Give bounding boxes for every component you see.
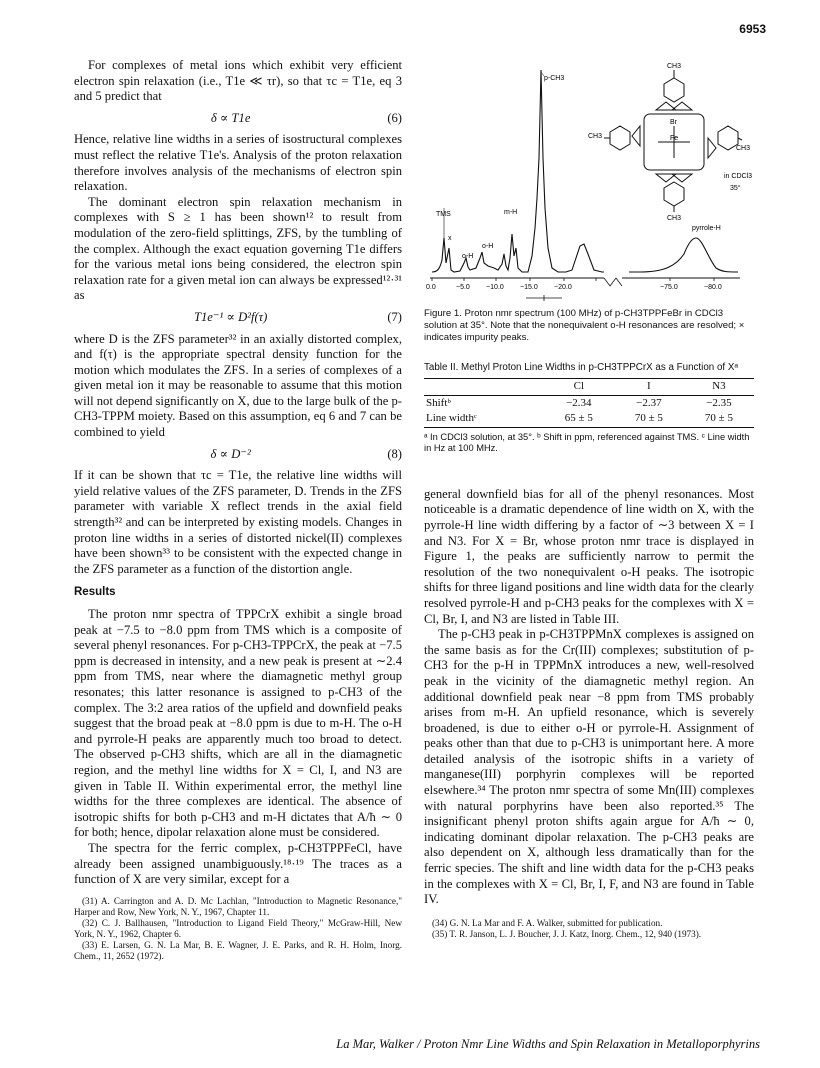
br-label: Br	[670, 119, 677, 126]
equation-number: (7)	[387, 309, 402, 324]
axis-tick: −15.0	[520, 284, 538, 291]
paragraph: If it can be shown that τc = T1e, the relative line widths will yield relative values of the ZFS parameter, D. Trends in the ZFS parameter with variable X reflect trends in the axial field strength³² and can be interpreted by existing models. Changes in proton line widths in a series of distorted nickel(II) complexes have been shown³³ to be consistent with the expected change in the ZFS parameter as a function of the distortion angle.	[74, 468, 402, 576]
paragraph: The spectra for the ferric complex, p-CH3TPPFeCl, have already been assigned unambiguously.¹⁸·¹⁹ The traces as a function of X are very similar, except for a	[74, 840, 402, 887]
table-header: Cl	[573, 380, 585, 392]
table-cell: −2.34	[566, 396, 592, 409]
table-header: I	[647, 380, 651, 392]
nmr-spectrum-figure	[424, 58, 754, 308]
peak-label-oh: o-H	[462, 253, 474, 260]
table-cell: 70 ± 5	[704, 412, 733, 425]
reference: (33) E. Larsen, G. N. La Mar, B. E. Wagner, J. E. Parks, and R. H. Holm, Inorg. Chem., 11, 2652 (1972).	[74, 939, 402, 961]
table-cell: Shiftᵇ	[426, 396, 451, 409]
fe-label: Fe	[670, 135, 679, 142]
paragraph: Hence, relative line widths in a series of isostructural complexes must reflect the relative T1e's. Analysis of the proton relaxation therefore involves analysis of the mechanisms of electron spin relaxation.	[74, 132, 402, 194]
reference: (35) T. R. Janson, L. J. Boucher, J. J. Katz, Inorg. Chem., 12, 940 (1973).	[432, 928, 702, 939]
table-header	[424, 379, 544, 396]
table-cell: Line widthᶜ	[426, 412, 477, 425]
spectrum-trace	[432, 70, 604, 272]
paragraph: The p-CH3 peak in p-CH3TPPMnX complexes is assigned on the same basis as for the Cr(III) complexes; substitution of p-CH3 for the p-H in TPPMnX introduces a new, well-resolved peak in the vicinity of the diamagnetic methyl region. An additional downfield peak near −8 ppm from TMS probably arises from m-H. An upfield resonance, which is severely broadened, is due to either o-H or pyrrole-H. Assignment of peaks other than that due to p-CH3 is unimportant here. A more detailed analysis of the isotropic shifts in a variety of manganese(III) porphyrin complexes will be reported elsewhere.³⁴ The proton nmr spectra of some Mn(III) complexes with natural porphyrins have been also reported.³⁵ The insignificant phenyl proton shifts again argue for A/ħ ∼ 0, indicating dominant dipolar relaxation. The p-CH3 peaks are also dependent on X, although less dramatically than for the ferric species. The shift and line width data for the p-CH3 peaks in the complexes with X = Cl, Br, I, F, and N3 are found in Table IV.	[424, 627, 754, 907]
table-cell: 70 ± 5	[634, 412, 663, 425]
peak-label-mh: m-H	[504, 209, 518, 216]
equation-7	[74, 310, 402, 326]
table-header: N3	[712, 380, 726, 392]
equation-text: T1e⁻¹ ∝ D²f(τ)	[193, 309, 268, 324]
running-footer: La Mar, Walker / Proton Nmr Line Widths and Spin Relaxation in Metalloporphyrins	[336, 1037, 760, 1051]
reference: (31) A. Carrington and A. D. Mc Lachlan, "Introduction to Magnetic Resonance," Harper and Row, New York, N. Y., 1967, Chapter 11.	[74, 895, 402, 917]
table-header-row	[424, 379, 754, 396]
figure-caption: Figure 1. Proton nmr spectrum (100 MHz) of p-CH3TPPFeBr in CDCl3 solution at 35°. Note that the nonequivalent o-H resonances are resolved; × indicates impurity peaks.	[424, 308, 745, 343]
ch3-label: CH3	[736, 145, 751, 152]
reference: (34) G. N. La Mar and F. A. Walker, submitted for publication.	[432, 917, 663, 928]
temperature-label: 35°	[730, 185, 741, 192]
equation-6	[74, 111, 402, 127]
ch3-label: CH3	[667, 215, 682, 222]
table-cell: 65 ± 5	[564, 412, 593, 425]
reference: (32) C. J. Ballhausen, "Introduction to Ligand Field Theory," McGraw-Hill, New York, N. Y., 1962, Chapter 6.	[74, 917, 402, 939]
peak-label-tms: TMS	[436, 211, 451, 218]
paragraph: For complexes of metal ions which exhibit very efficient electron spin relaxation (i.e., T1e ≪ τr), so that τc = T1e, eq 3 and 5 predict that	[74, 58, 402, 104]
figure-1	[424, 58, 754, 308]
axis-tick: −80.0	[704, 284, 722, 291]
references	[74, 896, 402, 962]
equation-text: δ ∝ D⁻²	[210, 446, 251, 461]
table-row	[424, 411, 754, 427]
equation-number: (8)	[387, 446, 402, 461]
section-heading: Results	[74, 586, 116, 599]
page-number: 6953	[739, 22, 766, 36]
equation-number: (6)	[387, 110, 402, 125]
equation-text: δ ∝ T1e	[210, 110, 251, 125]
references	[424, 918, 754, 940]
right-column	[424, 58, 754, 940]
equation-8	[74, 447, 402, 463]
table-footnote: ᵃ In CDCl3 solution, at 35°. ᵇ Shift in ppm, referenced against TMS. ᶜ Line width in Hz at 100 MHz.	[424, 431, 750, 454]
table-row	[424, 395, 754, 411]
solvent-label: in CDCl3	[724, 173, 753, 180]
spectrum-trace-downfield	[629, 238, 738, 272]
left-column	[74, 58, 402, 962]
peak-label-oh: o-H	[482, 243, 494, 250]
paragraph: The proton nmr spectra of TPPCrX exhibit a single broad peak at −7.5 to −8.0 ppm from TMS which is a composite of several phenyl resonances. For p-CH3-TPPCrX, the peak at −7.5 ppm is decreased in intensity, and a new peak is present at ∼2.4 ppm from TMS, near where the diamagnetic methyl group resonates; this latter resonance is assigned to p-CH3 of the complex. The 3:2 area ratios of the upfield and downfield peaks suggest that the broad peak at −8.0 ppm is due to m-H. The o-H and pyrrole-H peaks are apparently much too broad to detect. The observed p-CH3 shifts, which are all in the diamagnetic region, and the methyl line widths for X = Cl, I, and N3 are given in Table II. Within experimental error, the methyl line widths for the three complexes are identical. The absence of isotropic shifts for both p-CH3 and m-H dictates that A/ħ ∼ 0 for both; hence, dipolar relaxation alone must be considered.	[74, 607, 402, 840]
peak-label-pch3: p-CH3	[544, 75, 565, 82]
axis-tick: −20.0	[554, 284, 572, 291]
impurity-mark: x	[448, 235, 452, 242]
axis-tick: 0.0	[426, 284, 436, 291]
axis-tick: −10.0	[486, 284, 504, 291]
table-cell: −2.37	[636, 396, 662, 409]
peak-label-pyrrole: pyrrole-H	[692, 225, 721, 232]
axis-tick: −5.0	[456, 284, 470, 291]
paragraph: general downfield bias for all of the phenyl resonances. Most noticeable is a dramatic dependence of line width on X, with the pyrrole-H line width differing by a factor of ∼3 between X = I and N3. For X = Br, whose proton nmr trace is displayed in Figure 1, the peaks are sufficiently narrow to permit the resolution of the two nonequivalent o-H peaks. The isotropic shifts for three ligand positions and line width data for the clearly resolved pyrrole-H and p-CH3 peaks for the complexes with X = Cl, Br, I, and N3 are listed in Table III.	[424, 486, 754, 626]
table-title: Table II. Methyl Proton Line Widths in p-CH3TPPCrX as a Function of Xᵃ	[424, 362, 739, 373]
ch3-label: CH3	[667, 63, 682, 70]
ch3-label: CH3	[588, 133, 603, 140]
table-cell: −2.35	[706, 396, 732, 409]
axis-tick: −75.0	[660, 284, 678, 291]
paragraph: where D is the ZFS parameter³² in an axially distorted complex, and f(τ) is the appropriate spectral density function for the motion which modulates the ZFS. In a series of complexes of a given metal ion it may be reasonable to assume that this motion will not depend significantly on X, due to the large bulk of the p-CH3-TPPM moiety. Based on this assumption, eq 6 and 7 can be combined to yield	[74, 331, 402, 440]
paragraph: The dominant electron spin relaxation mechanism in complexes with S ≥ 1 has been shown¹² to result from modulation of the zero-field splittings, ZFS, by the tumbling of the complex. Although the exact equation governing T1e differs for the various metal ions being considered, the electron spin relaxation rate for a given metal ion can always be expressed¹²·³¹ as	[74, 194, 402, 303]
table-2	[424, 378, 754, 428]
